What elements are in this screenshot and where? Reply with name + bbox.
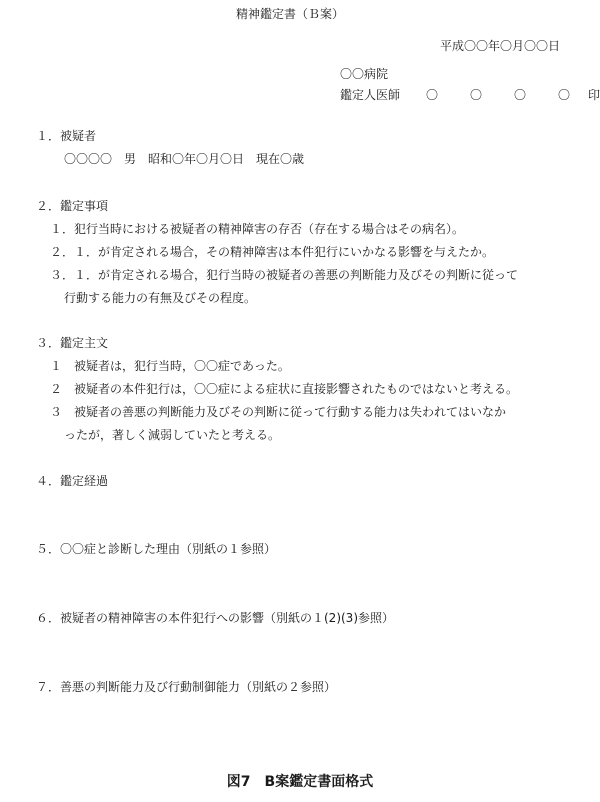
suspect-info: 〇〇〇〇 男 昭和〇年〇月〇日 現在〇歳: [64, 152, 305, 166]
section-heading-capacity: ７．善悪の判断能力及び行動制御能力（別紙の２参照）: [36, 680, 337, 694]
matter-item-1: １．犯行当時における被疑者の精神障害の存否（存在する場合はその病名）。: [50, 222, 465, 236]
figure-caption: 図7 B案鑑定書面格式: [226, 774, 374, 790]
document-title: 精神鑑定書（Ｂ案）: [236, 7, 345, 21]
matter-item-2: ２．１．が肯定される場合，その精神障害は本件犯行にいかなる影響を与えたか。: [50, 245, 495, 259]
examiner-name: 〇 〇 〇 〇: [426, 88, 581, 102]
document-date: 平成〇〇年〇月〇〇日: [439, 39, 560, 53]
examiner-label: 鑑定人医師: [340, 88, 401, 102]
matter-item-3: ３．１．が肯定される場合，犯行当時の被疑者の善悪の判断能力及びその判断に従って: [50, 268, 519, 282]
main-text-item-3: ３ 被疑者の善悪の判断能力及びその判断に従って行動する能力は失われてはいなか: [50, 405, 507, 419]
seal-mark: 印: [588, 88, 600, 102]
matter-item-3-cont: 行動する能力の有無及びその程度。: [64, 291, 257, 305]
main-text-item-1: １ 被疑者は，犯行当時，〇〇症であった。: [50, 359, 290, 373]
section-heading-main-text: ３．鑑定主文: [36, 336, 109, 350]
section-heading-influence: ６．被疑者の精神障害の本件犯行への影響（別紙の１(2)(3)参照）: [36, 611, 394, 625]
section-heading-matters: ２．鑑定事項: [36, 199, 109, 213]
section-heading-suspect: １．被疑者: [36, 129, 97, 143]
hospital-name: 〇〇病院: [340, 67, 389, 81]
main-text-item-3-cont: ったが，著しく減弱していたと考える。: [64, 428, 281, 442]
examiner-line: [340, 87, 600, 103]
section-heading-process: ４．鑑定経過: [36, 474, 109, 488]
section-heading-diagnosis-reason: ５．〇〇症と診断した理由（別紙の１参照）: [36, 542, 277, 556]
main-text-item-2: ２ 被疑者の本件犯行は，〇〇症による症状に直接影響されたものではないと考える。: [50, 382, 519, 396]
